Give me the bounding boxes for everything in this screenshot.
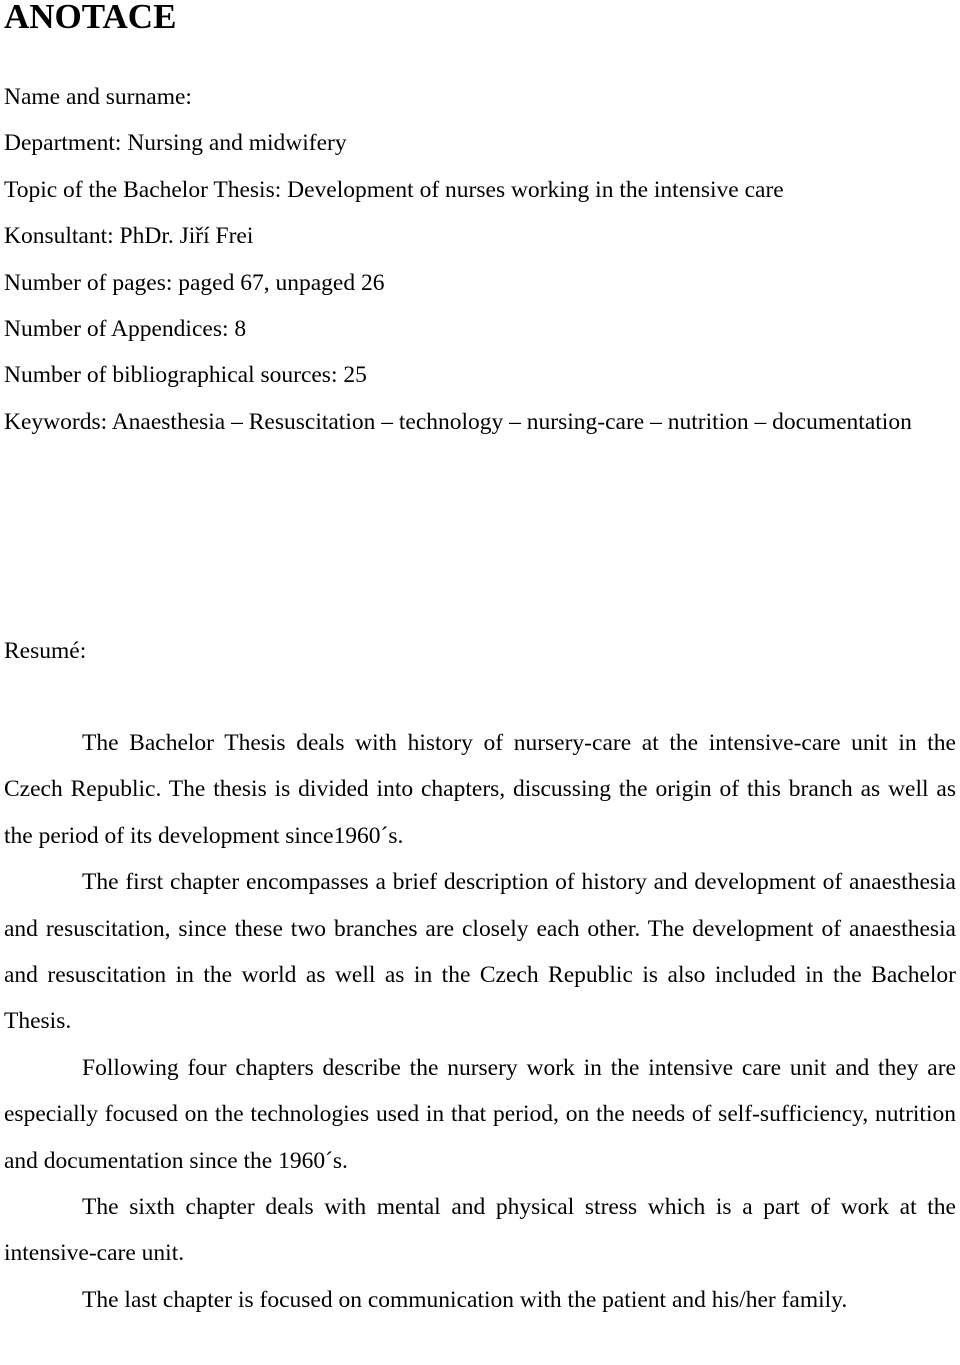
- number-of-pages-line: Number of pages: paged 67, unpaged 26: [4, 269, 385, 296]
- resume-paragraph: The last chapter is focused on communication with the patient and his/her family.: [82, 1286, 848, 1313]
- resume-paragraph: Following four chapters describe the nursery work in the intensive care unit and they are especially focused on the technologies used in that period, on the needs of self-sufficiency, nutrition and documentation since the 1960´s.: [4, 1054, 956, 1174]
- keywords-line: Keywords: Anaesthesia – Resuscitation – technology – nursing-care – nutrition – documentation: [4, 408, 912, 435]
- name-and-surname-line: Name and surname:: [4, 84, 192, 110]
- thesis-metadata: [4, 74, 956, 445]
- thesis-topic-line: Topic of the Bachelor Thesis: Development of nurses working in the intensive care: [4, 176, 784, 203]
- resume-paragraph: The sixth chapter deals with mental and physical stress which is a part of work at the intensive-care unit.: [4, 1194, 956, 1267]
- bibliographical-sources-line: Number of bibliographical sources: 25: [4, 362, 367, 389]
- resume-paragraph: The first chapter encompasses a brief description of history and development of anaesthesia and resuscitation, since these two branches are closely each other. The development of anaesthesia and resuscitation in the world as well as in the Czech Republic is also included in the Bachelor Thesis.: [4, 869, 956, 1035]
- resume-body: [4, 720, 956, 1323]
- page-title: ANOTACE: [4, 0, 177, 36]
- number-of-appendices-line: Number of Appendices: 8: [4, 316, 247, 343]
- konsultant-line: Konsultant: PhDr. Jiří Frei: [4, 223, 254, 250]
- resume-paragraph: The Bachelor Thesis deals with history of nursery-care at the intensive-care unit in the Czech Republic. The thesis is divided into chapters, discussing the origin of this branch as well as the period of its development since1960´s.: [4, 730, 956, 849]
- department-line: Department: Nursing and midwifery: [4, 130, 347, 157]
- resume-heading: Resumé:: [4, 638, 87, 664]
